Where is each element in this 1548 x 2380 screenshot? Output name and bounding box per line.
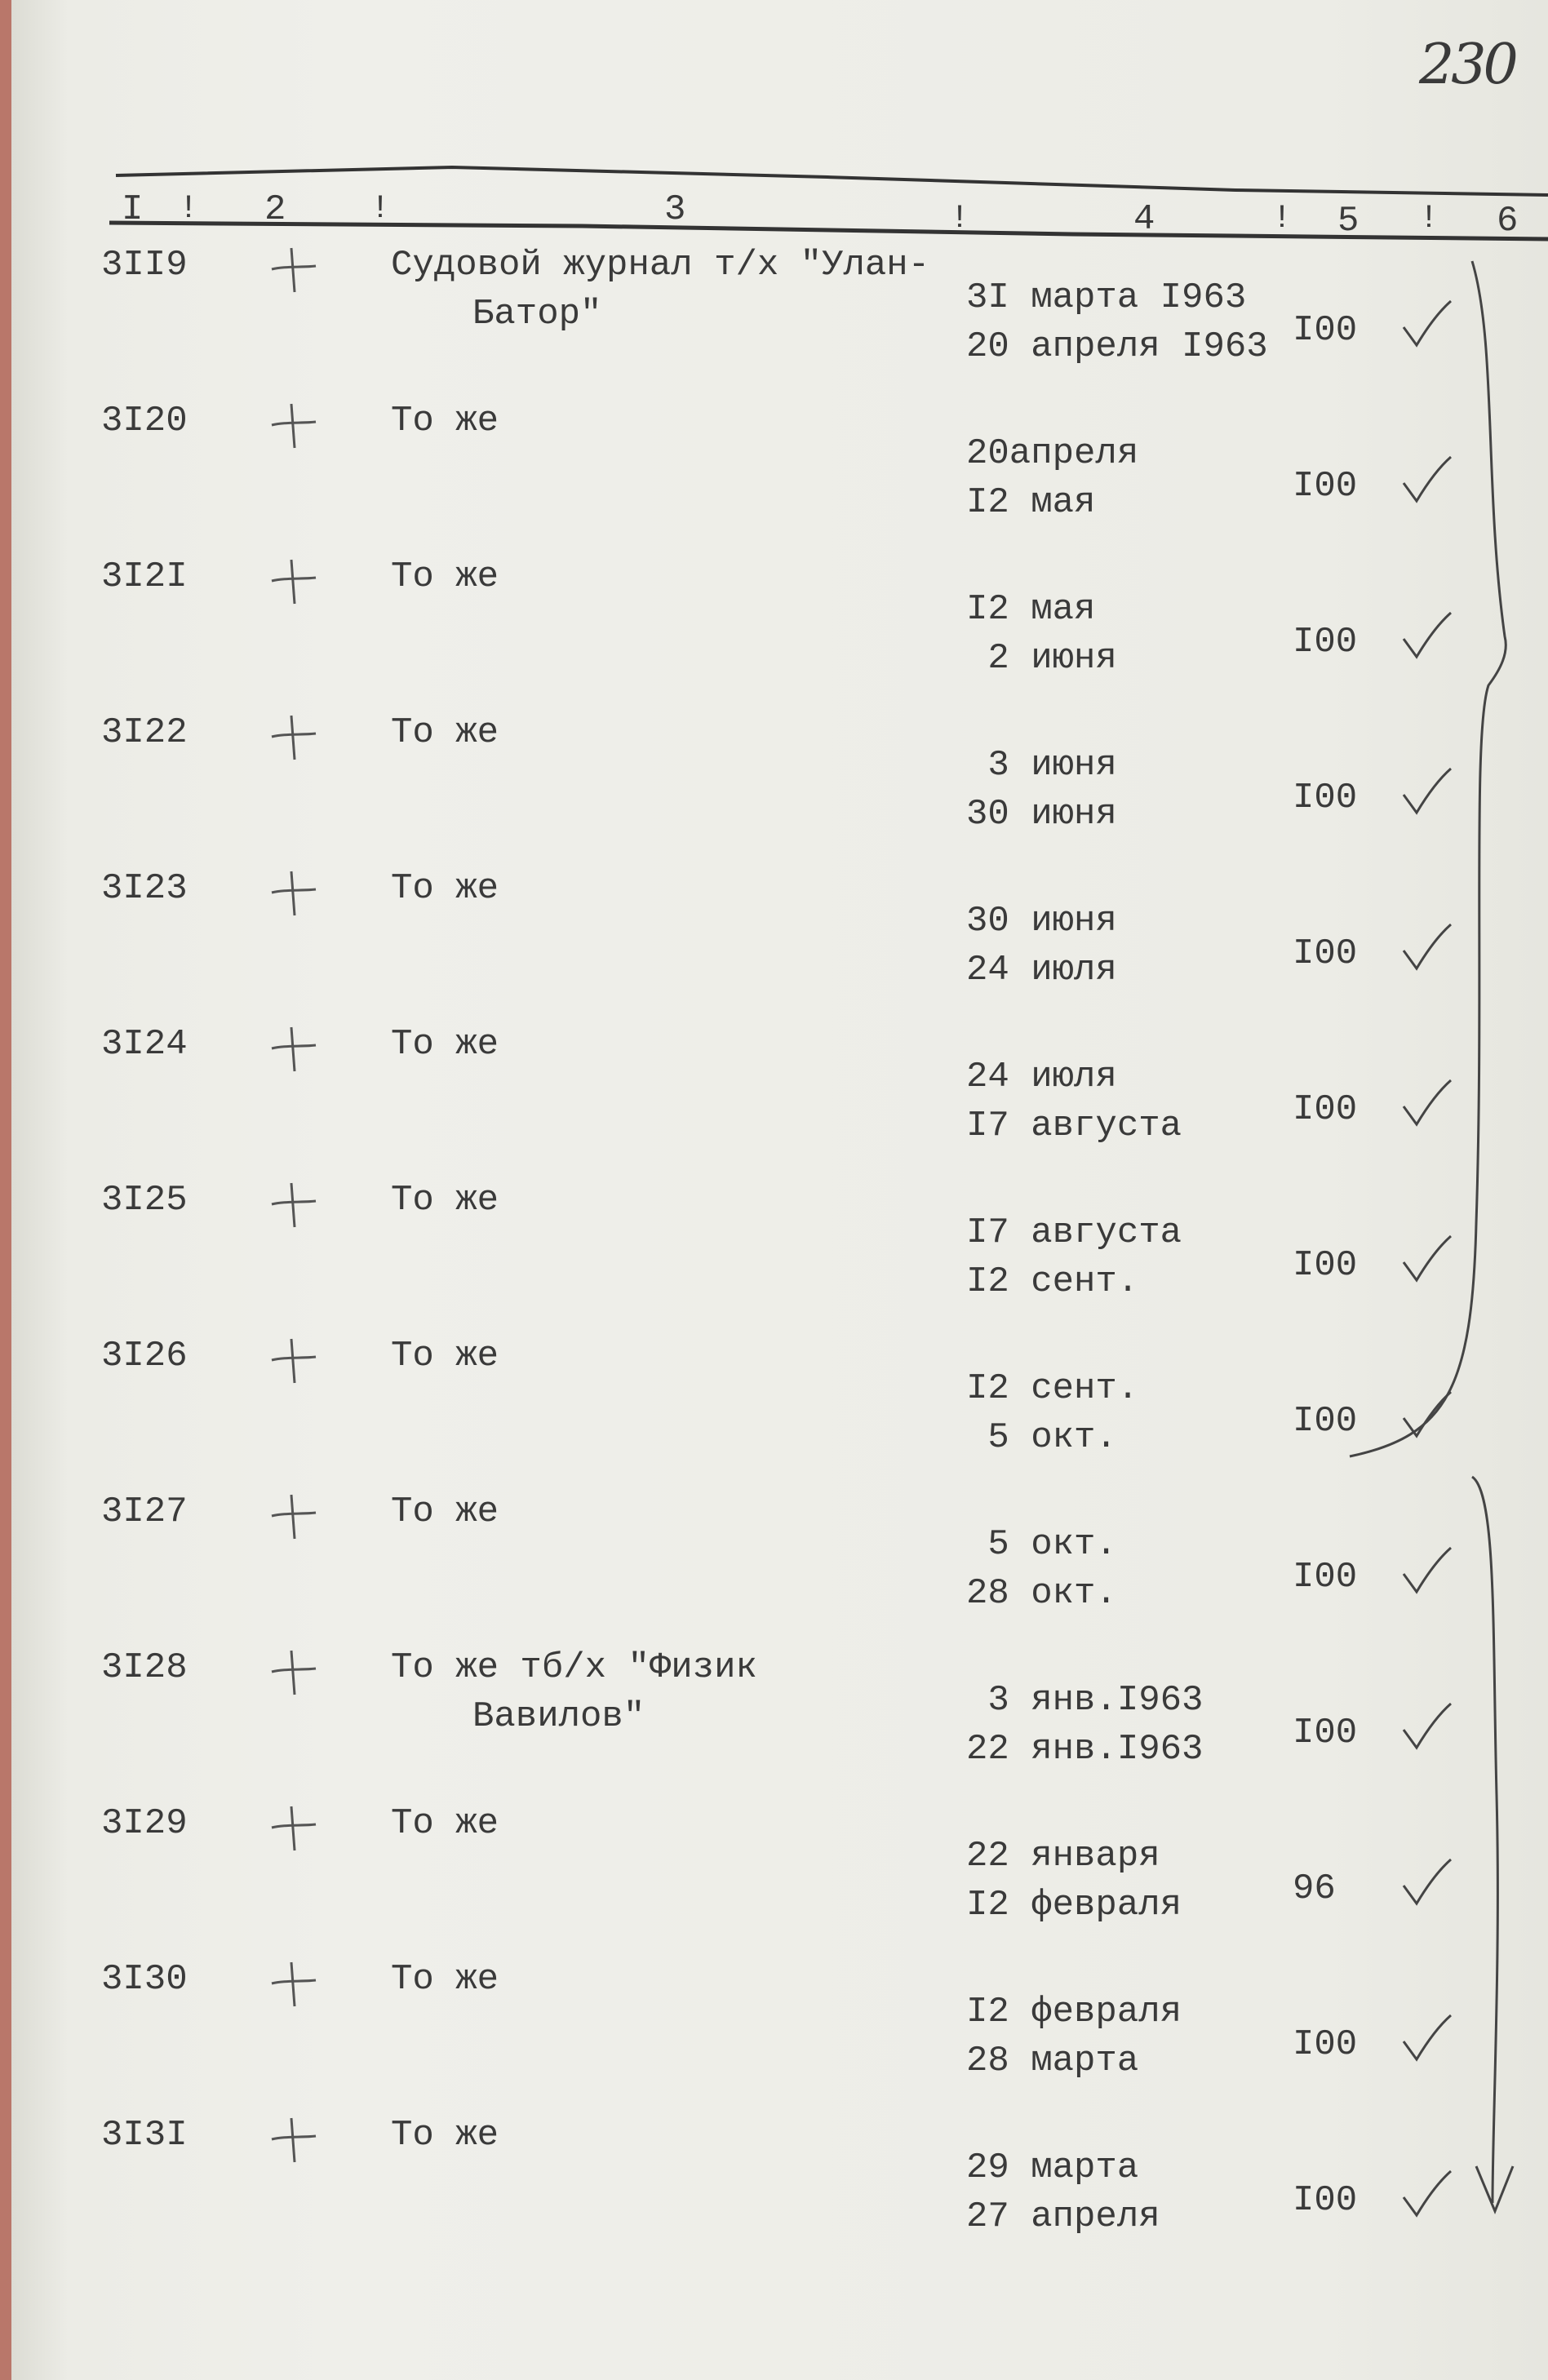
page-count: I00 bbox=[1293, 310, 1358, 351]
date-end: 20 апреля I963 bbox=[966, 326, 1268, 367]
page-number: 230 bbox=[1419, 33, 1515, 97]
record-number: 3I23 bbox=[101, 868, 188, 909]
column-header-6: 6 bbox=[1497, 201, 1519, 242]
record-title: То же bbox=[391, 1959, 499, 2000]
record-title: То же bbox=[391, 401, 499, 441]
page-count: I00 bbox=[1293, 2180, 1358, 2221]
page-count: I00 bbox=[1293, 622, 1358, 663]
column-header-2: 2 bbox=[264, 189, 286, 230]
record-title-continued: Вавилов" bbox=[472, 1696, 645, 1737]
page-count: I00 bbox=[1293, 1713, 1358, 1753]
record-title: То же bbox=[391, 556, 499, 597]
date-end: I2 мая bbox=[966, 482, 1096, 523]
page-count: I00 bbox=[1293, 466, 1358, 507]
date-start: I7 августа bbox=[966, 1212, 1182, 1253]
page-count: I00 bbox=[1293, 933, 1358, 974]
page-count: I00 bbox=[1293, 1557, 1358, 1598]
record-number: 3I27 bbox=[101, 1491, 188, 1532]
date-end: 27 апреля bbox=[966, 2196, 1160, 2237]
date-end: 24 июля bbox=[966, 950, 1117, 991]
page-count: I00 bbox=[1293, 1245, 1358, 1286]
record-title: То же bbox=[391, 1180, 499, 1221]
record-title: То же bbox=[391, 1803, 499, 1844]
record-number: 3I24 bbox=[101, 1024, 188, 1065]
record-title: То же bbox=[391, 868, 499, 909]
record-title: То же bbox=[391, 2115, 499, 2156]
record-title: Судовой журнал т/х "Улан- bbox=[391, 245, 930, 286]
date-end: 2 июня bbox=[966, 638, 1117, 679]
record-number: 3I30 bbox=[101, 1959, 188, 2000]
record-number: 3II9 bbox=[101, 245, 188, 286]
date-start: 5 окт. bbox=[966, 1524, 1117, 1565]
column-divider: ! bbox=[1419, 201, 1439, 237]
handwritten-brackets bbox=[11, 0, 1548, 2380]
page-count: I00 bbox=[1293, 1401, 1358, 1442]
date-end: I7 августа bbox=[966, 1106, 1182, 1146]
date-start: 3I марта I963 bbox=[966, 277, 1247, 318]
record-number: 3I20 bbox=[101, 401, 188, 441]
record-number: 3I2I bbox=[101, 556, 188, 597]
date-start: 20апреля bbox=[966, 433, 1139, 474]
date-end: I2 февраля bbox=[966, 1885, 1182, 1926]
date-start: 24 июля bbox=[966, 1057, 1117, 1097]
record-number: 3I29 bbox=[101, 1803, 188, 1844]
date-start: I2 мая bbox=[966, 589, 1096, 630]
page-count: 96 bbox=[1293, 1868, 1336, 1909]
record-number: 3I3I bbox=[101, 2115, 188, 2156]
column-header-5: 5 bbox=[1337, 201, 1359, 242]
record-number: 3I25 bbox=[101, 1180, 188, 1221]
record-title: То же bbox=[391, 1336, 499, 1376]
record-number: 3I22 bbox=[101, 712, 188, 753]
archive-page bbox=[11, 0, 1548, 2380]
record-title: То же тб/х "Физик bbox=[391, 1647, 757, 1688]
date-start: 3 июня bbox=[966, 745, 1117, 786]
record-title: То же bbox=[391, 1024, 499, 1065]
date-start: 22 января bbox=[966, 1836, 1160, 1877]
column-divider: ! bbox=[179, 191, 199, 228]
column-header-3: 3 bbox=[664, 189, 686, 230]
date-start: 30 июня bbox=[966, 901, 1117, 942]
record-number: 3I26 bbox=[101, 1336, 188, 1376]
date-end: 28 марта bbox=[966, 2041, 1139, 2081]
column-divider: ! bbox=[1272, 201, 1293, 237]
record-title-continued: Батор" bbox=[472, 294, 602, 335]
date-end: 5 окт. bbox=[966, 1417, 1117, 1458]
column-header-4: 4 bbox=[1133, 199, 1155, 240]
record-title: То же bbox=[391, 712, 499, 753]
date-start: I2 сент. bbox=[966, 1368, 1139, 1409]
page-count: I00 bbox=[1293, 2024, 1358, 2065]
date-end: 22 янв.I963 bbox=[966, 1729, 1204, 1770]
column-divider: ! bbox=[950, 201, 970, 237]
date-start: 3 янв.I963 bbox=[966, 1680, 1204, 1721]
page-count: I00 bbox=[1293, 778, 1358, 818]
column-divider: ! bbox=[370, 191, 391, 228]
page-count: I00 bbox=[1293, 1089, 1358, 1130]
date-end: 30 июня bbox=[966, 794, 1117, 835]
date-start: 29 марта bbox=[966, 2147, 1139, 2188]
record-number: 3I28 bbox=[101, 1647, 188, 1688]
record-title: То же bbox=[391, 1491, 499, 1532]
date-end: I2 сент. bbox=[966, 1261, 1139, 1302]
date-start: I2 февраля bbox=[966, 1992, 1182, 2032]
date-end: 28 окт. bbox=[966, 1573, 1117, 1614]
column-header-1: I bbox=[122, 189, 144, 230]
